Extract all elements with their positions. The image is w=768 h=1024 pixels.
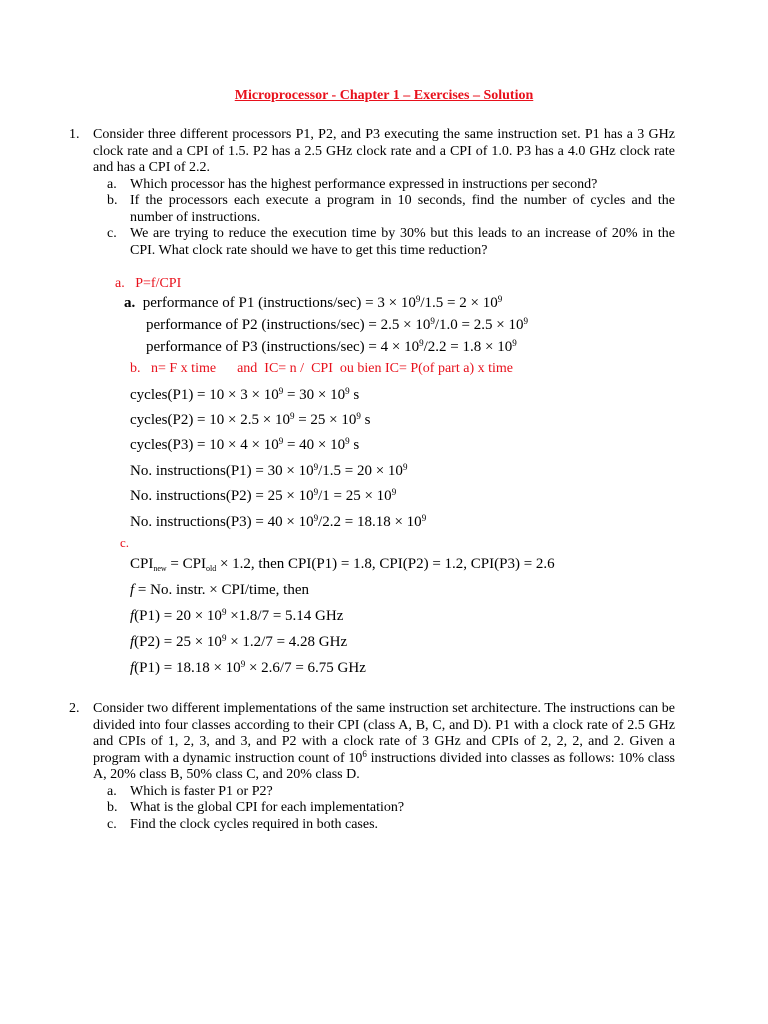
cpi-new: $CPI_{new} = CPI_{old} \times 1.2$, then CPI(P1) = 1.8, CPI(P2) = 1.2, CPI(P3) = 2.6 xyxy=(130,556,555,573)
instructions-p2: No. instructions(P2) = $25 \times 10^9/1 = 25 \times 10^9$ xyxy=(130,487,397,504)
instructions-p3: No. instructions(P3) = $40 \times 10^9/2.2 = 18.18 \times 10^9$ xyxy=(130,513,427,530)
cycles-p2: cycles(P2) = $10 \times 2.5 \times 10^9 = 25 \times 10^9$ s xyxy=(130,411,371,428)
question-2 xyxy=(69,701,675,833)
question-number: 2. xyxy=(69,701,80,716)
question-text: Consider three different processors P1, P2, and P3 executing the same instruction set. P1 has a 3 GHz clock rate and a CPI of 1.5. P2 has a 2.5 GHz clock rate and a CPI of 1.0. P3 has a 4.0 GHz clock rate and has a CPI of 2.2. xyxy=(93,127,675,175)
perf-p3: performance of P3 (instructions/sec) = $4 \times 10^9/2.2 = 1.8 \times 10^9$ xyxy=(146,338,517,355)
perf-p1: a. performance of P1 (instructions/sec) = $3 \times 10^9/1.5 = 2 \times 10^9$ xyxy=(124,294,503,311)
question-text: Consider two different implementations of the same instruction set architecture. The instructions can be divided into four classes according to their CPI (class A, B, C, and D). P1 with a clock rate of 2.5 GHz and CPIs of 1, 2, 3, and 3, and P2 with a clock rate of 3 GHz and CPIs of 2, 2, 2, and 2. Given a program with a dynamic instruction count of $10^6$ instructions divided into classes as follows: 10% class A, 20% class B, 50% class C, and 20% class D. xyxy=(93,701,675,782)
f-p1: $f(P1) = 20 \times 10^9 \times 1.8/7 = 5.14$ GHz xyxy=(130,607,344,624)
question-1 xyxy=(69,127,675,259)
subpart-a: a. Which processor has the highest performance expressed in instructions per second? xyxy=(107,176,598,192)
subpart-c: c. Find the clock cycles required in both cases. xyxy=(107,816,379,832)
answer-a-formula: a. P=f/CPI xyxy=(115,276,182,291)
f-p3: $f(P1) = 18.18 \times 10^9 \times 2.6/7 = 6.75$ GHz xyxy=(130,659,366,676)
cycles-p1: cycles(P1) = $10 \times 3 \times 10^9 = 30 \times 10^9$ s xyxy=(130,386,360,403)
document-title: Microprocessor - Chapter 1 – Exercises – Solution xyxy=(234,88,534,103)
answer-b-formula: b. n= F x time and IC= n / CPI ou bien IC= P(of part a) x time xyxy=(130,361,513,376)
question-subparts xyxy=(93,784,675,834)
subpart-b: b. What is the global CPI for each implementation? xyxy=(107,800,405,815)
instructions-p1: No. instructions(P1) = $30 \times 10^9/1.5 = 20 \times 10^9$ xyxy=(130,462,408,479)
question-subparts xyxy=(93,177,675,260)
subpart-a: a. Which is faster P1 or P2? xyxy=(107,783,273,799)
answer-c-label: c. xyxy=(120,535,130,550)
f-p2: $f(P2) = 25 \times 10^9 \times 1.2/7 = 4.28$ GHz xyxy=(130,633,348,650)
question-number: 1. xyxy=(69,127,80,142)
f-definition: f = No. instr. × CPI/time, then xyxy=(130,582,310,598)
cycles-p3: cycles(P3) = $10 \times 4 \times 10^9 = 40 \times 10^9$ s xyxy=(130,436,360,453)
perf-p2: performance of P2 (instructions/sec) = $2.5 \times 10^9/1.0 = 2.5 \times 10^9$ xyxy=(146,316,528,333)
subpart-c: c. We are trying to reduce the execution time by 30% but this leads to an increase of 20% in the CPI. What clock rate should we have to get this time reduction? xyxy=(107,226,675,258)
subpart-b: b. If the processors each execute a program in 10 seconds, find the number of cycles and the number of instructions. xyxy=(107,193,675,225)
